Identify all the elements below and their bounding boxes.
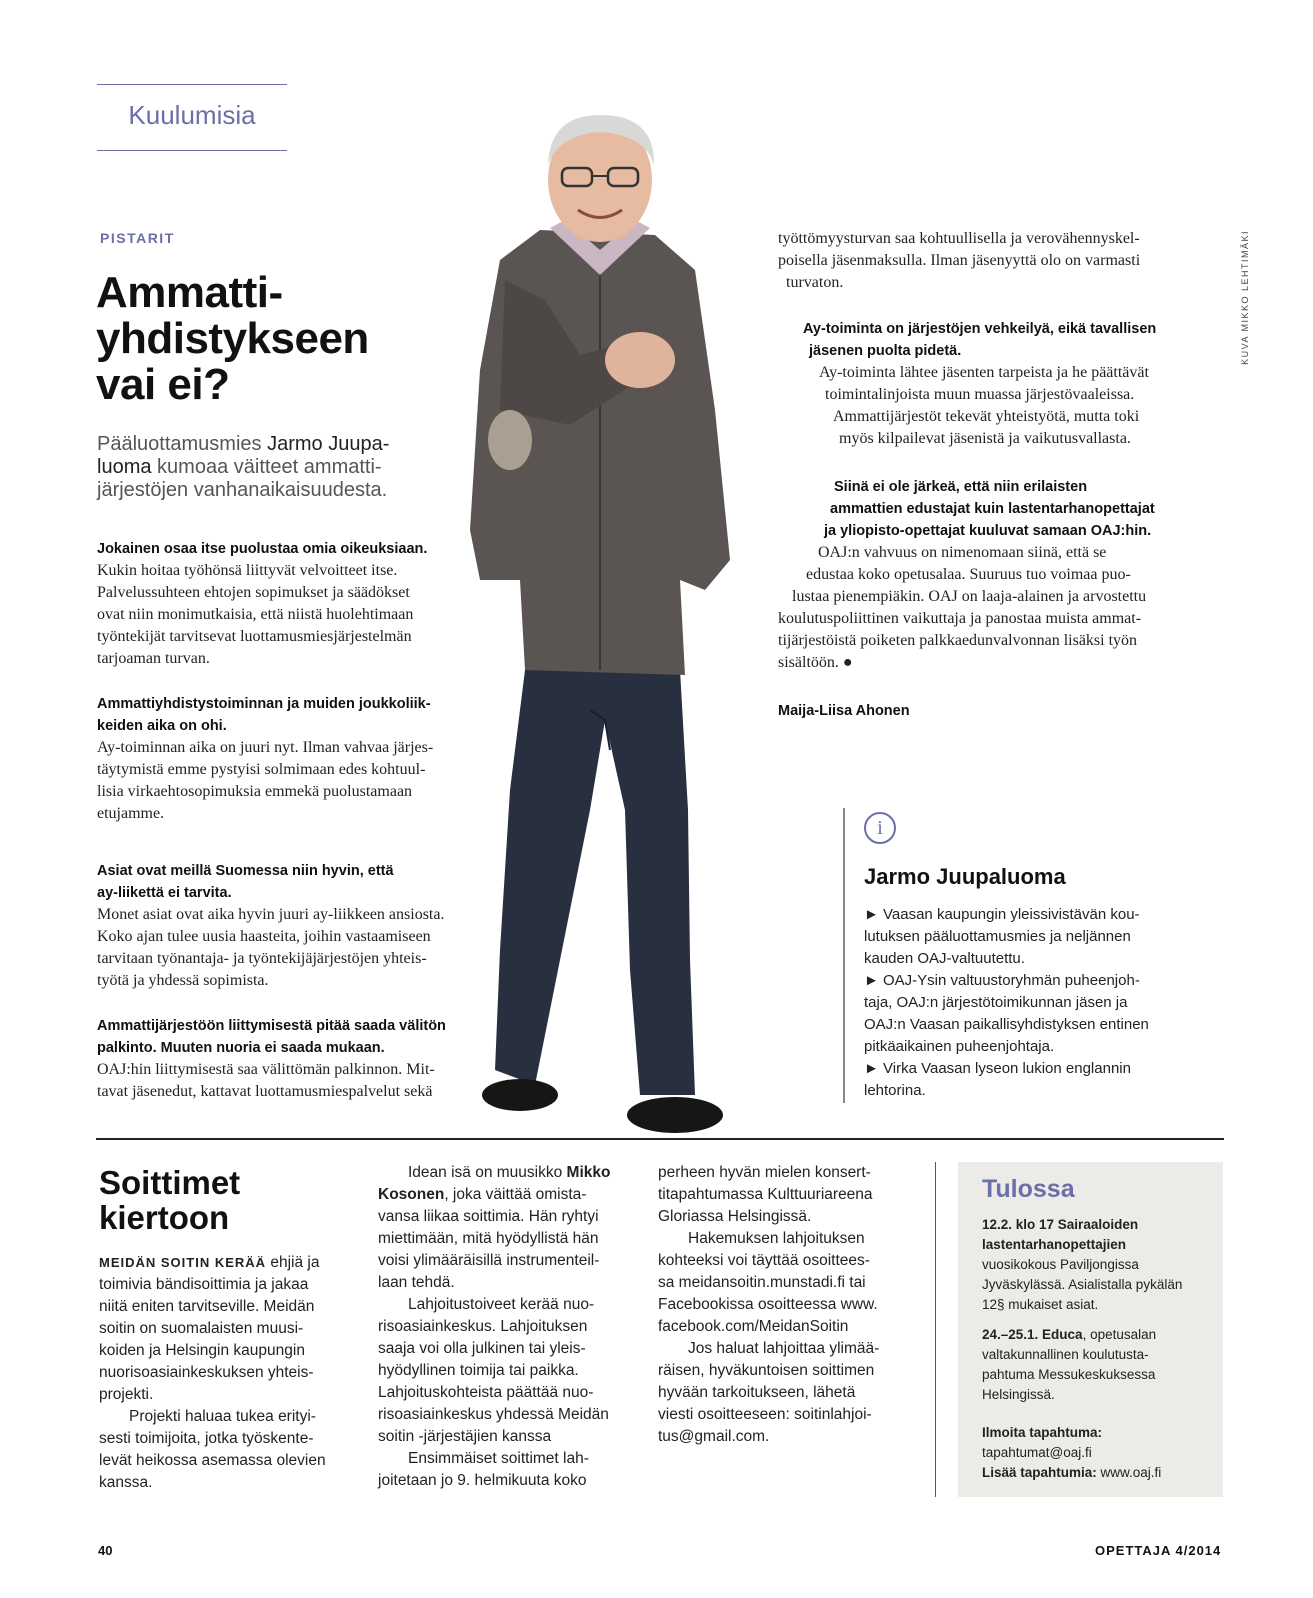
answer-line: tarvitaan työnantaja- ja työntekijäjärjestöjen yhteis- [97, 950, 427, 967]
page-number: 40 [98, 1543, 113, 1558]
answer-line: Ammattijärjestöt tekevät yhteistyötä, mutta toki [833, 408, 1140, 425]
infobox-item: ► Virka Vaasan lyseon lukion englannin lehtorina. [864, 1060, 1131, 1099]
headline-line: Ammatti- [96, 268, 283, 317]
answer-line: Kukin hoitaa työhönsä liittyvät velvoitteet itse. [97, 562, 398, 579]
lead-paragraph: Pääluottamusmies Jarmo Juupa- luoma kumoaa väitteet ammatti- järjestöjen vanhanaikaisuudesta. [97, 433, 390, 501]
answer-line: työtä ja yhdessä sopimista. [97, 972, 269, 989]
answer-line: etujamme. [97, 805, 165, 822]
email-link[interactable]: tapahtumat@oaj.fi [982, 1445, 1092, 1460]
qa-block [803, 318, 1223, 450]
contact-info: Ilmoita tapahtuma: tapahtumat@oaj.fi Lisää tapahtumia: www.oaj.fi [982, 1423, 1214, 1483]
info-icon: i [864, 812, 896, 844]
article-column-3: perheen hyvän mielen konsert- titapahtumassa Kulttuuriareena Gloriassa Helsingissä. Hakemuksen lahjoituksen kohteeksi voi täyttää osoittees- sa meidansoitin.munstadi.fi tai Facebookissa osoitteessa www. facebook.com/MeidanSoitin Jos haluat lahjoittaa ylimää- räisen, hyväkuntoisen soittimen hyvään tarkoitukseen, lähetä viesti osoitteeseen: soitinlahjoi- tus@gmail.com. [658, 1164, 880, 1445]
lead-caps: MEIDÄN SOITIN KERÄÄ [99, 1255, 267, 1270]
answer-line: tijärjestöistä poiketen palkkaedunvalvonnan lisäksi työn [778, 632, 1138, 649]
section-title: Kuulumisia [128, 100, 256, 130]
answer-line: Ay-toiminta lähtee jäsenten tarpeista ja he päättävät [819, 364, 1149, 381]
web-link[interactable]: www.oaj.fi [1096, 1465, 1162, 1480]
event-item: 12.2. klo 17 Sairaaloiden lastentarhanopettajien vuosikokous Paviljongissa Jyväskylässä. Asialistalla pykälän 12§ mukaiset asiat. [982, 1217, 1183, 1312]
answer-line: toimintalinjoista muun muassa järjestövaaleissa. [825, 386, 1135, 403]
infobox-name: Jarmo Juupaluoma [864, 864, 1066, 889]
answer-line: Koko ajan tulee uusia haasteita, joihin vastaamiseen [97, 928, 431, 945]
infobox-rule [843, 808, 845, 1103]
section-divider [96, 1138, 1224, 1140]
question: Ammattijärjestöön liittymisestä pitää saada välitön [97, 1018, 446, 1034]
answer-line: työntekijät tarvitsevat luottamusmiesjärjestelmän [97, 628, 412, 645]
answer-line: lisia virkaehtosopimuksia emmekä puolustamaan [97, 783, 413, 800]
question: ja yliopisto-opettajat kuuluvat samaan OAJ:hin. [824, 523, 1152, 539]
question: Siinä ei ole järkeä, että niin erilaisten [834, 479, 1088, 495]
portrait-photo [440, 110, 780, 1140]
issue-label: OPETTAJA 4/2014 [1095, 1543, 1222, 1558]
infobox-item: ► OAJ-Ysin valtuustoryhmän puheenjoh- taja, OAJ:n järjestötoimikunnan jäsen ja OAJ:n Vaasan paikallisyhdistyksen entinen pitkäaikainen puheenjohtaja. [864, 972, 1149, 1055]
lead-name: Jarmo Juupa- [267, 433, 390, 455]
author: Maija-Liisa Ahonen [778, 703, 910, 719]
section-rule-bottom [97, 150, 287, 151]
answer-line: edustaa koko opetusalaa. Suuruus tuo voimaa puo- [806, 566, 1131, 583]
article-column-1: MEIDÄN SOITIN KERÄÄ ehjiä ja toimivia bändisoittimia ja jakaa niitä eniten tarvitseville. Meidän soitin on suomalaisten muusi- koiden ja Helsingin kaupungin nuorisoasiainkeskuksen yhteis- projekti. Projekti haluaa tukea erityi- sesti toimijoita, jotka työskente- levät heikossa asemassa olevien kanssa. [99, 1254, 326, 1491]
article-title: Soittimet kiertoon [99, 1164, 241, 1236]
headline-line: yhdistykseen [96, 314, 369, 363]
answer-line: koulutuspoliittinen vaikuttaja ja panostaa muista ammat- [778, 610, 1142, 627]
infobox-item: ► Vaasan kaupungin yleissivistävän kou- lutuksen pääluottamusmies ja neljännen kauden OAJ-valtuutettu. [864, 906, 1140, 967]
continuation-text: työttömyysturvan saa kohtuullisella ja verovähennyskel- poisella jäsenmaksulla. Ilman jäsenyyttä olo on varmasti turvaton. [778, 230, 1141, 291]
headline-line: vai ei? [96, 360, 230, 409]
answer-line: OAJ:n vahvuus on nimenomaan siinä, että se [818, 544, 1107, 561]
person-name: Mikko [566, 1164, 611, 1181]
answer-line: ovat niin monimutkaisia, että niistä huolehtimaan [97, 606, 414, 623]
qa-block [778, 476, 1238, 674]
event-item: 24.–25.1. Educa, opetusalan valtakunnallinen koulutusta- pahtuma Messukeskuksessa Helsingissä. [982, 1327, 1157, 1402]
question: Asiat ovat meillä Suomessa niin hyvin, että [97, 863, 394, 879]
headline [96, 270, 476, 408]
question: Ammattiyhdistystoiminnan ja muiden joukkoliik- [97, 696, 431, 712]
question: keiden aika on ohi. [97, 718, 227, 734]
question: jäsenen puolta pidetä. [809, 343, 962, 359]
article-column-2: Idean isä on muusikko Mikko Kosonen, joka väittää omista- vansa liikaa soittimia. Hän ryhtyi miettimään, mitä hyödyllistä hän voisi ylimääräisillä instrumenteil- laan tehdä. Lahjoitustoiveet kerää nuo- risoasiainkeskus. Lahjoituksen saaja voi olla julkinen tai yleis- hyödyllinen toimija tai paikka. Lahjoituskohteista päättää nuo- risoasiainkeskus yhdessä Meidän soitin -järjestäjien kanssa Ensimmäiset soittimet lah- joitetaan jo 9. helmikuuta koko [378, 1164, 611, 1489]
question: Ay-toiminta on järjestöjen vehkeilyä, eikä tavallisen [803, 321, 1157, 337]
question: ay-liikettä ei tarvita. [97, 885, 232, 901]
column-divider [935, 1162, 936, 1497]
question: ammattien edustajat kuin lastentarhanopettajat [830, 501, 1155, 517]
answer-line: sisältöön. ● [778, 654, 853, 671]
answer-line: OAJ:hin liittymisestä saa välittömän palkinnon. Mit- [97, 1061, 435, 1078]
answer-line: Palvelussuhteen ehtojen sopimukset ja säädökset [97, 584, 410, 601]
lead-name: luoma [97, 456, 152, 478]
photo-credit: KUVA MIKKO LEHTIMÄKI [1240, 230, 1250, 365]
sidebar-title: Tulossa [982, 1175, 1075, 1203]
question: palkinto. Muuten nuoria ei saada mukaan. [97, 1040, 385, 1056]
answer-line: lustaa pienempiäkin. OAJ on laaja-alainen ja arvostettu [792, 588, 1147, 605]
qa-block [97, 693, 497, 825]
qa-block [97, 538, 497, 670]
person-name: Kosonen [378, 1186, 445, 1203]
answer-line: tarjoaman turvan. [97, 650, 210, 667]
kicker: PISTARIT [100, 230, 175, 246]
answer-line: Monet asiat ovat aika hyvin juuri ay-liikkeen ansiosta. [97, 906, 445, 923]
answer-line: tavat jäsenedut, kattavat luottamusmiespalvelut sekä [97, 1083, 433, 1100]
answer-line: täytymistä emme pystyisi solmimaan edes kohtuul- [97, 761, 426, 778]
answer-line: myös kilpailevat jäsenistä ja vaikutusvallasta. [839, 430, 1131, 447]
question: Jokainen osaa itse puolustaa omia oikeuksiaan. [97, 541, 428, 557]
answer-line: Ay-toiminnan aika on juuri nyt. Ilman vahvaa järjes- [97, 739, 434, 756]
section-rule-top [97, 84, 287, 85]
